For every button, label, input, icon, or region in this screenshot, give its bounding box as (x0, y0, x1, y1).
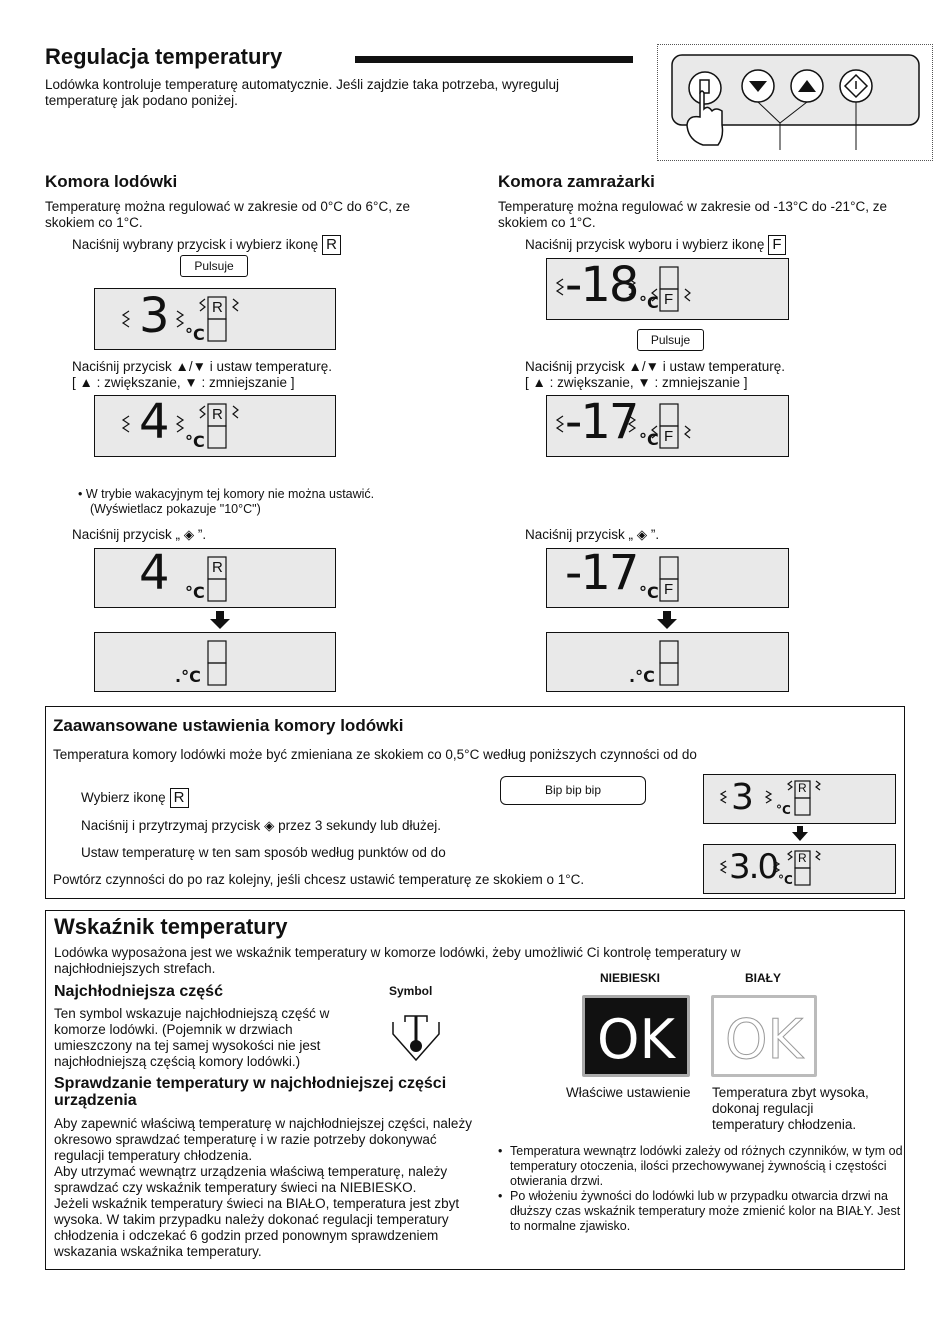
fridge-display-4-unit: .°C (175, 667, 201, 686)
fridge-display-3-r: R (212, 559, 223, 576)
advanced-display-1-value: 3 (731, 777, 754, 818)
advanced-display-2-unit: °C (778, 873, 793, 887)
fridge-note-line2: (Wyświetlacz pokazuje "10°C") (90, 502, 261, 516)
check-text-1: Aby zapewnić właściwą temperaturę w najchłodniejszej części, należy okresowo sprawdzać temperaturę i w razie potrzeby dokonywać regulacji temperatury chłodzenia. (54, 1116, 472, 1163)
freezer-pulse-callout: Pulsuje (637, 329, 704, 351)
fridge-display-3-unit: °C (185, 583, 205, 602)
blue-label: NIEBIESKI (600, 971, 661, 985)
advanced-intro: Temperatura komory lodówki może być zmieniana ze skokiem co 0,5°C według poniższych czynności od do (53, 747, 697, 762)
ok-indicator-white-text: OK (725, 1008, 803, 1071)
check-text-2: Aby utrzymać wewnątrz urządzenia właściwą temperaturę, należy sprawdzać czy wskaźnik temperatury świeci na NIEBIESKO. (54, 1164, 448, 1195)
advanced-repeat: Powtórz czynności do po raz kolejny, jeśli chcesz ustawić temperaturę ze skokiem o 1°C. (53, 872, 585, 887)
freezer-step2-line2: [ ▲ : zwiększanie, ▼ : zmniejszanie ] (525, 375, 748, 390)
freezer-display-3-unit: °C (639, 583, 659, 602)
advanced-step2: Naciśnij i przytrzymaj przycisk ◈ przez 3 sekundy lub dłużej. (81, 818, 441, 833)
indicator-intro: Lodówka wyposażona jest we wskaźnik temperatury w komorze lodówki, żeby umożliwić Ci kontrolę temperatury w najchłodniejszych strefach. (54, 945, 741, 976)
advanced-arrow-down-icon (792, 826, 808, 846)
advanced-display-1-unit: °C (776, 803, 791, 817)
white-caption: Temperatura zbyt wysoka, dokonaj regulacji temperatury chłodzenia. (712, 1085, 869, 1132)
advanced-step1 (81, 788, 189, 808)
coldest-title: Najchłodniejsza część (54, 983, 223, 1000)
fridge-arrow-down-icon (210, 611, 230, 634)
fridge-display-2-value: 4 (139, 394, 168, 450)
advanced-display-1 (703, 774, 896, 824)
freezer-step1 (525, 235, 786, 255)
check-title: Sprawdzanie temperatury w najchłodniejszej części urządzenia (54, 1075, 447, 1109)
freezer-display-2-value: -17 (565, 394, 638, 450)
advanced-icon-r: R (170, 788, 189, 808)
fridge-step1 (72, 235, 341, 255)
freezer-display-3-f: F (664, 581, 674, 598)
fridge-display-1 (94, 288, 336, 350)
fridge-display-4 (94, 632, 336, 692)
fridge-display-2 (94, 395, 336, 457)
freezer-display-4 (546, 632, 789, 692)
freezer-arrow-down-icon (657, 611, 677, 634)
symbol-label: Symbol (389, 984, 433, 998)
blue-caption: Właściwe ustawienie (566, 1085, 691, 1100)
advanced-title: Zaawansowane ustawienia komory lodówki (53, 716, 404, 735)
coldest-text: Ten symbol wskazuje najchłodniejszą część w komorze lodówki. (Pojemnik w drzwiach umieszczony na tej samej wysokości nie jest najchłodniejszą częścią komory lodówki.) (54, 1006, 330, 1069)
fridge-note-line1: W trybie wakacyjnym tej komory nie można ustawić. (85, 487, 375, 501)
fridge-step2-line2: [ ▲ : zwiększanie, ▼ : zmniejszanie ] (72, 375, 295, 390)
coldest-zone-symbol-icon (387, 1008, 445, 1069)
freezer-range: Temperaturę można regulować w zakresie od -13°C do -21°C, ze skokiem co 1°C. (498, 199, 887, 230)
fridge-step1-text: Naciśnij wybrany przycisk i wybierz ikonę (72, 237, 319, 252)
fridge-display-1-unit: °C (185, 325, 205, 344)
advanced-display-1-r: R (798, 781, 807, 795)
fridge-display-2-unit: °C (185, 432, 205, 451)
fridge-display-3-value: 4 (139, 545, 168, 601)
freezer-display-1 (546, 258, 789, 320)
fridge-display-3 (94, 545, 336, 608)
fridge-display-1-value: 3 (139, 288, 168, 344)
advanced-step1-text: Wybierz ikonę (81, 790, 166, 805)
fridge-icon-r: R (322, 235, 341, 255)
freezer-display-3 (546, 545, 789, 608)
freezer-step2-line1: Naciśnij przycisk ▲/▼ i ustaw temperaturę. (525, 359, 786, 374)
fridge-pulse-callout: Pulsuje (180, 255, 248, 277)
fridge-step2-line1: Naciśnij przycisk ▲/▼ i ustaw temperaturę. (72, 359, 333, 374)
white-label: BIAŁY (745, 971, 781, 985)
freezer-display-2-f: F (664, 428, 674, 445)
ok-indicator-blue (582, 995, 690, 1077)
indicator-note-2: Po włożeniu żywności do lodówki lub w przypadku otwarcia drzwi na dłuższy czas wskaźnik temperatury może zmienić kolor na BIAŁY. Jest to normalne zjawisko. (510, 1189, 901, 1233)
freezer-step1-text: Naciśnij przycisk wyboru i wybierz ikonę (525, 237, 765, 252)
check-text-block (54, 1116, 479, 1260)
fridge-range: Temperaturę można regulować w zakresie od 0°C do 6°C, ze skokiem co 1°C. (45, 199, 410, 230)
page-title: Regulacja temperatury (45, 44, 283, 69)
fridge-title: Komora lodówki (45, 172, 178, 191)
control-panel-illustration (657, 44, 933, 161)
check-text-3: Jeżeli wskaźnik temperatury świeci na BIAŁO, temperatura jest zbyt wysoka. W takim przypadku należy dokonać regulacji temperatury chłodzenia i odczekać 6 godzin przed ponownym sprawdzeniem wskazania wskaźnika temperatury. (54, 1196, 460, 1259)
indicator-notes: • Temperatura wewnątrz lodówki zależy od różnych czynników, w tym od temperatury otoczenia, ilości przechowywanej żywnością i częstości otwierania drzwi. • Po włożeniu żywności do lodówki lub w przypadku otwarcia drzwi na dłuższy czas wskaźnik temperatury może zmienić kolor na BIAŁY. Jest to normalne zjawisko. (498, 1144, 903, 1233)
advanced-display-2 (703, 844, 896, 894)
freezer-display-2-unit: °C (639, 430, 659, 449)
intro-text: Lodówka kontroluje temperaturę automatycznie. Jeśli zajdzie taka potrzeba, wyreguluj temperaturę jak podano poniżej. (45, 77, 560, 108)
advanced-step3: Ustaw temperaturę w ten sam sposób według punktów od do (81, 845, 446, 860)
freezer-display-1-unit: °C (639, 293, 659, 312)
fridge-note: • W trybie wakacyjnym tej komory nie można ustawić. (Wyświetlacz pokazuje "10°C") (78, 487, 438, 517)
freezer-display-4-unit: .°C (629, 667, 655, 686)
indicator-note-1: Temperatura wewnątrz lodówki zależy od różnych czynników, w tym od temperatury otoczenia, ilości przechowywanej żywnością i częstości otwierania drzwi. (510, 1144, 903, 1188)
fridge-display-2-r: R (212, 406, 223, 423)
advanced-display-2-value: 3.0 (729, 847, 778, 887)
freezer-icon-f: F (768, 235, 785, 255)
advanced-display-2-r: R (798, 851, 807, 865)
freezer-display-2 (546, 395, 789, 457)
freezer-title: Komora zamrażarki (498, 172, 655, 191)
indicator-title: Wskaźnik temperatury (54, 914, 288, 939)
fridge-display-1-r: R (212, 299, 223, 316)
ok-indicator-blue-text: OK (597, 1008, 675, 1071)
ok-indicator-white (711, 995, 817, 1077)
title-rule (355, 56, 633, 63)
freezer-display-3-value: -17 (565, 545, 638, 601)
fridge-step3: Naciśnij przycisk „ ◈ ”. (72, 527, 207, 542)
freezer-step3: Naciśnij przycisk „ ◈ ”. (525, 527, 660, 542)
bip-callout: Bip bip bip (500, 776, 646, 805)
freezer-display-1-f: F (664, 291, 674, 308)
freezer-display-1-value: -18 (565, 257, 638, 313)
